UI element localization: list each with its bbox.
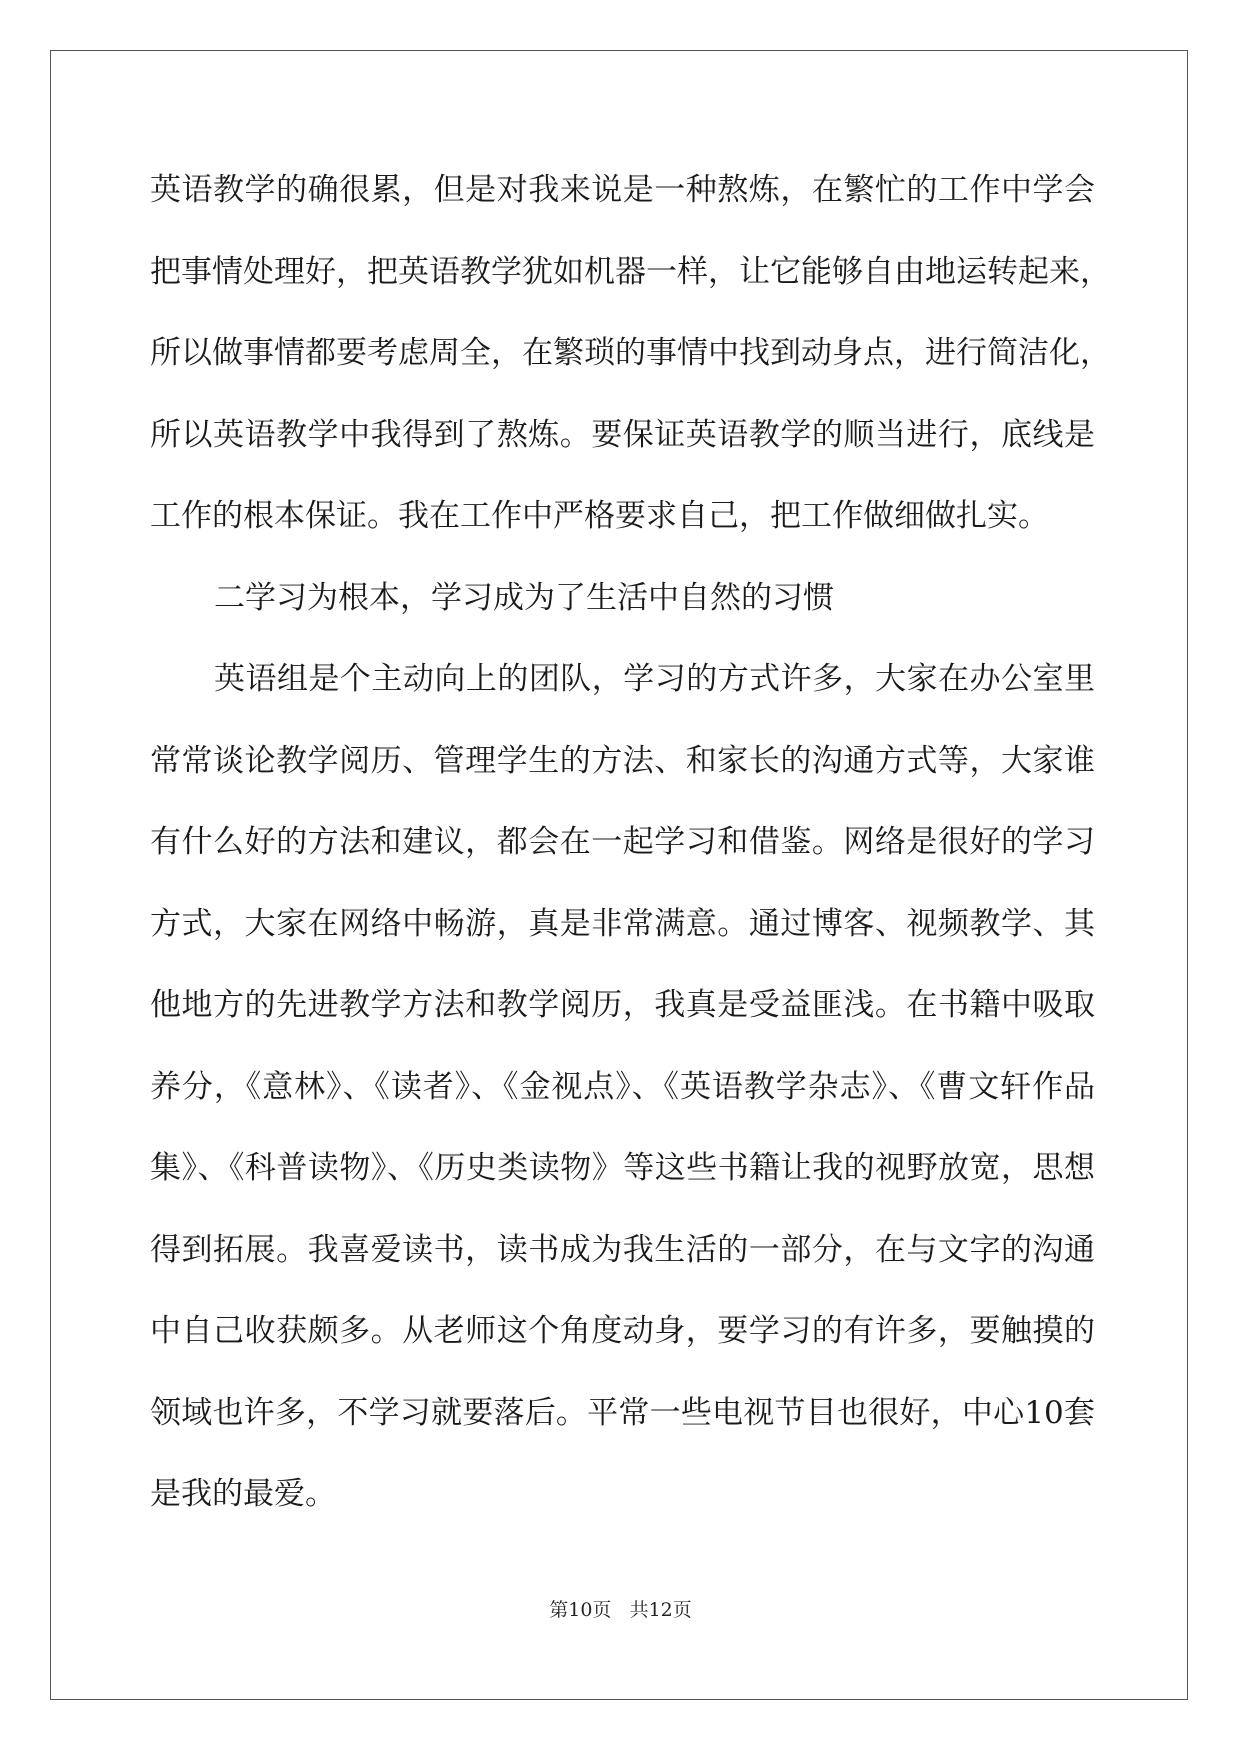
document-body xyxy=(150,150,1111,1536)
text-line: 英语组是个主动向上的团队，学习的方式许多，大家在办公室里 xyxy=(214,661,1095,697)
page-footer xyxy=(0,1595,1241,1622)
page-number: 第10页 xyxy=(549,1599,612,1621)
text-line: 领域也许多，不学习就要落后。平常一些电视节目也很好，中心10套 xyxy=(150,1394,1095,1431)
text-line: 把事情处理好，把英语教学犹如机器一样，让它能够自由地运转起来， xyxy=(150,253,1111,290)
text-line: 所以做事情都要考虑周全，在繁琐的事情中找到动身点，进行简洁化， xyxy=(150,335,1111,371)
text-line: 所以英语教学中我得到了熬炼。要保证英语教学的顺当进行，底线是 xyxy=(150,416,1095,453)
text-line: 中自己收获颇多。从老师这个角度动身，要学习的有许多，要触摸的 xyxy=(150,1313,1095,1349)
text-line: 养分，《意林》、《读者》、《金视点》、《英语教学杂志》、《曹文轩作品 xyxy=(150,1068,1095,1105)
text-line: 常常谈论教学阅历、管理学生的方法、和家长的沟通方式等，大家谁 xyxy=(150,742,1095,779)
text-line: 集》、《科普读物》、《历史类读物》等这些书籍让我的视野放宽，思想 xyxy=(150,1150,1095,1186)
section-heading: 二学习为根本，学习成为了生活中自然的习惯 xyxy=(214,579,834,616)
text-line: 得到拓展。我喜爱读书，读书成为我生活的一部分，在与文字的沟通 xyxy=(150,1231,1095,1268)
text-line: 英语教学的确很累，但是对我来说是一种熬炼，在繁忙的工作中学会 xyxy=(150,172,1095,208)
text-line: 他地方的先进教学方法和教学阅历，我真是受益匪浅。在书籍中吸取 xyxy=(150,987,1095,1023)
text-line: 工作的根本保证。我在工作中严格要求自己，把工作做细做扎实。 xyxy=(150,498,1049,534)
text-line: 是我的最爱。 xyxy=(150,1476,336,1512)
text-line: 方式，大家在网络中畅游，真是非常满意。通过博客、视频教学、其 xyxy=(150,905,1095,942)
page-total: 共12页 xyxy=(629,1599,692,1621)
text-line: 有什么好的方法和建议，都会在一起学习和借鉴。网络是很好的学习 xyxy=(150,824,1095,860)
